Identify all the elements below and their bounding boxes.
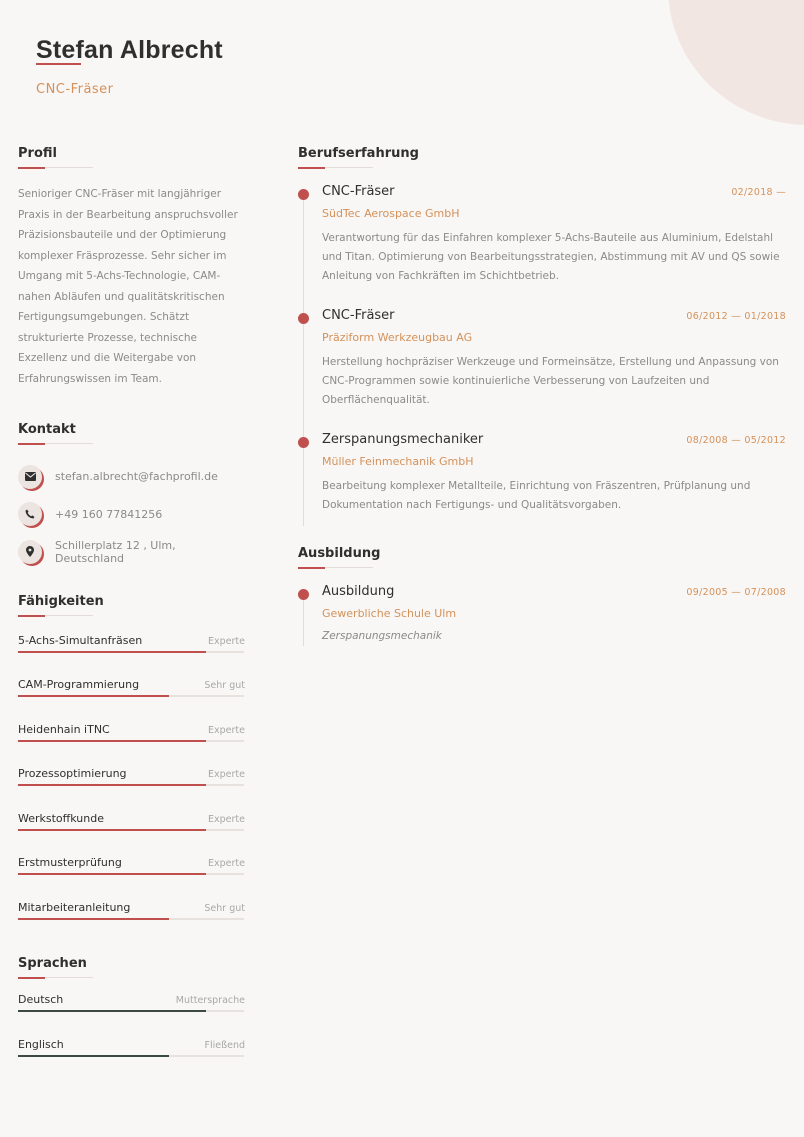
decorative-circle	[668, 0, 804, 125]
skill-level: Experte	[208, 724, 245, 736]
skill-bar	[18, 918, 244, 920]
job-title: CNC-Fräser	[36, 82, 114, 97]
entry-description: Bearbeitung komplexer Metallteile, Einrichtung von Fräszentren, Prüfplanung und Dokumentation nach Fertigungs- und Qualitätsvorgaben.	[322, 480, 751, 511]
language-name: Englisch	[18, 1037, 64, 1051]
section-divider	[18, 167, 245, 168]
language-bar-fill	[18, 1010, 206, 1012]
skill-bar	[18, 873, 244, 875]
section-title-profile: Profil	[18, 146, 57, 161]
skill-level: Experte	[208, 858, 245, 869]
left-column	[18, 146, 245, 1082]
section-title-education: Ausbildung	[298, 546, 381, 561]
experience-entry	[298, 308, 786, 410]
entry-title: CNC-Fräser	[322, 184, 395, 199]
section-title-contact: Kontakt	[18, 422, 76, 437]
skill-bar-fill	[18, 695, 169, 697]
section-title-skills: Fähigkeiten	[18, 593, 104, 609]
skill-level: Sehr gut	[204, 902, 245, 914]
section-divider	[18, 615, 245, 616]
skill-name: Mitarbeiteranleitung	[18, 900, 131, 914]
education-timeline	[298, 584, 786, 642]
location-pin-icon	[18, 540, 42, 564]
skill-level: Experte	[208, 769, 245, 780]
language-bar	[18, 1055, 244, 1057]
language-item	[18, 1038, 245, 1083]
skill-name: Werkstoffkunde	[18, 811, 104, 825]
entry-description: Herstellung hochpräziser Werkzeuge und Formeinsätze, Erstellung und Anpassung von CNC-Programmen sowie kontinuierliche Verbesserung von Laufzeiten und Oberflächenqualität.	[322, 356, 779, 406]
entry-school: Gewerbliche Schule Ulm	[322, 607, 457, 620]
timeline-dot	[298, 313, 309, 324]
right-column	[298, 146, 786, 642]
languages-section	[18, 956, 245, 1082]
skill-name: 5-Achs-Simultanfräsen	[18, 633, 143, 647]
skill-name: Erstmusterprüfung	[18, 856, 122, 869]
skill-level: Sehr gut	[204, 680, 245, 691]
section-divider	[18, 977, 245, 978]
language-bar-fill	[18, 1055, 169, 1057]
mail-icon	[18, 465, 42, 489]
skill-item	[18, 812, 245, 857]
timeline-dot	[298, 589, 309, 600]
entry-company: SüdTec Aerospace GmbH	[322, 207, 460, 220]
language-item	[18, 993, 245, 1038]
section-divider	[298, 167, 786, 168]
languages-list	[18, 993, 245, 1082]
skill-item	[18, 767, 245, 812]
skill-name: CAM-Programmierung	[18, 678, 140, 691]
skill-bar-fill	[18, 740, 206, 742]
skill-item	[18, 901, 245, 946]
contact-list	[18, 458, 245, 571]
entry-company: Müller Feinmechanik GmbH	[322, 455, 474, 468]
section-divider	[18, 443, 245, 444]
skill-name: Heidenhain iTNC	[18, 722, 110, 736]
email-link[interactable]: stefan.albrecht@fachprofil.de	[55, 470, 218, 484]
resume-header	[36, 34, 223, 97]
profile-text: Senioriger CNC-Fräser mit langjähriger Praxis in der Bearbeitung anspruchsvoller Präzisionsbauteile und der Optimierung komplexer Fräsprozesse. Sehr sicher im Umgang mit 5-Achs-Technologie, CAM-nahen Abläufen und qualitätskritischen Fertigungsumgebungen. Schätzt strukturierte Prozesse, technische Exzellenz und die Weitergabe von Erfahrungswissen im Team.	[18, 188, 238, 385]
contact-email	[18, 458, 245, 496]
phone-link[interactable]: +49 160 77841256	[55, 507, 163, 521]
experience-timeline	[298, 184, 786, 515]
skills-list	[18, 634, 245, 946]
education-entry	[298, 584, 786, 642]
entry-title: Ausbildung	[322, 584, 395, 599]
skill-bar-fill	[18, 651, 206, 653]
skill-bar	[18, 695, 244, 697]
entry-date: 09/2005 — 07/2008	[686, 587, 786, 598]
entry-date: 02/2018 —	[731, 187, 786, 198]
skill-item	[18, 678, 245, 723]
entry-date: 08/2008 — 05/2012	[686, 435, 786, 446]
language-level: Muttersprache	[175, 995, 245, 1006]
skill-bar-fill	[18, 873, 206, 875]
candidate-name: Stefan Albrecht	[36, 36, 223, 64]
education-section	[298, 546, 786, 642]
section-divider	[298, 567, 786, 568]
entry-title: Zerspanungsmechaniker	[322, 432, 484, 447]
contact-address	[18, 533, 245, 571]
skill-name: Prozessoptimierung	[18, 767, 127, 780]
entry-title: CNC-Fräser	[322, 308, 395, 323]
experience-entry	[298, 184, 786, 286]
language-bar	[18, 1010, 244, 1012]
timeline-dot	[298, 437, 309, 448]
language-level: Fließend	[204, 1039, 245, 1051]
skill-bar	[18, 784, 244, 786]
profile-section	[18, 146, 245, 389]
skills-section	[18, 594, 245, 946]
experience-entry	[298, 432, 786, 515]
skill-item	[18, 723, 245, 768]
experience-section	[298, 146, 786, 515]
contact-section	[18, 422, 245, 571]
entry-description: Verantwortung für das Einfahren komplexer 5-Achs-Bauteile aus Aluminium, Edelstahl und Titan. Optimierung von Bearbeitungsstrategien, Abstimmung mit AV und QS sowie Anleitung von Fachkräften im Schichtbetrieb.	[322, 232, 780, 282]
entry-degree: Zerspanungsmechanik	[322, 630, 442, 642]
phone-icon	[18, 502, 42, 526]
skill-bar-fill	[18, 829, 206, 831]
language-name: Deutsch	[18, 993, 64, 1006]
skill-item	[18, 634, 245, 679]
skill-level: Experte	[208, 813, 245, 825]
contact-phone	[18, 496, 245, 534]
skill-bar	[18, 651, 244, 653]
skill-item	[18, 856, 245, 901]
skill-bar-fill	[18, 784, 206, 786]
entry-date: 06/2012 — 01/2018	[686, 311, 786, 322]
address-text: Schillerplatz 12 , Ulm, Deutschland	[55, 538, 176, 565]
section-title-languages: Sprachen	[18, 956, 87, 971]
entry-company: Präziform Werkzeugbau AG	[322, 331, 473, 344]
skill-level: Experte	[208, 635, 245, 647]
skill-bar	[18, 829, 244, 831]
skill-bar	[18, 740, 244, 742]
skill-bar-fill	[18, 918, 169, 920]
timeline-dot	[298, 189, 309, 200]
section-title-experience: Berufserfahrung	[298, 146, 419, 161]
